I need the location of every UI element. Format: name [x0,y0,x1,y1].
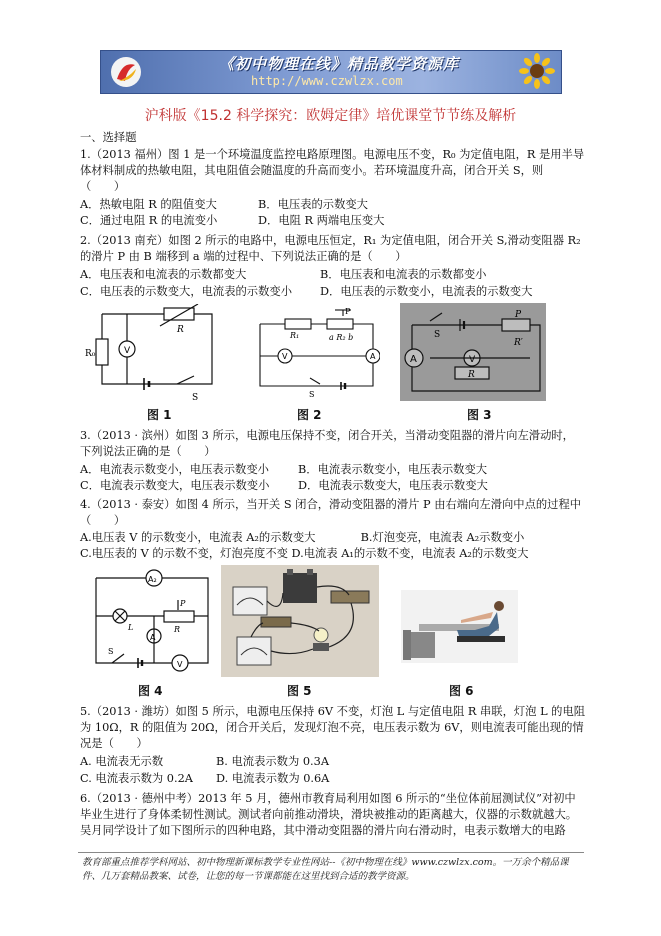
sunflower-icon [519,53,555,89]
q2-option-b: B．电压表和电流表的示数都变小 [320,268,487,281]
figure-2-label: 图 2 [297,408,322,422]
q1-line2: 体材料制成的热敏电阻，其电阻值会随温度的升高而变小。若环境温度升高，闭合开关 S，则 [80,164,544,177]
q4-options-cd: C.电压表的 V 的示数不变，灯泡亮度不变 D.电流表 A₁的示数不变，电流表 A₂的示数变大 [80,547,529,560]
svg-text:R: R [468,370,475,380]
svg-text:A: A [410,354,417,365]
q3-line1: 3.（2013 · 滨州）如图 3 所示，电源电压保持不变，闭合开关，当滑动变阻器的滑片向左滑动时， [80,429,574,442]
figure-3-label: 图 3 [467,408,492,422]
svg-text:V: V [177,660,183,669]
q5-option-c: C. 电流表示数为 0.2A [80,772,193,785]
q5-option-d: D. 电流表示数为 0.6A [216,772,330,785]
svg-text:a R₂ b: a R₂ b [329,333,354,342]
q1-line3: （ ） [80,180,126,193]
svg-text:A₂: A₂ [148,575,157,584]
figure-1-label: 图 1 [147,408,172,422]
figure-3-circuit [400,303,546,401]
svg-text:P: P [345,307,351,316]
q4-line1: 4.（2013 · 泰安）如图 4 所示，当开关 S 闭合，滑动变阻器的滑片 P 由右端向左滑向中点的过程中 [80,498,582,511]
q1-option-c: C．通过电阻 R 的电流变小 [80,214,218,227]
svg-text:R: R [174,625,181,634]
q6-line2: 毕业生进行了身体柔韧性测试。测试者向前推动滑块，滑块被推动的距离越大，仪器的示数就越大。 [80,808,578,821]
svg-text:A: A [150,633,156,642]
q1-option-b: B．电压表的示数变大 [258,198,368,211]
figure-1-circuit [82,304,232,404]
section-heading: 一、选择题 [80,131,137,144]
q5-line3: 况是（ ） [80,737,148,750]
svg-text:R: R [177,325,184,335]
svg-text:S: S [434,330,441,340]
q4-options-ab: A.电压表 V 的示数变小，电流表 A₂的示数变大 B.灯泡变亮，电流表 A₂示数变小 [80,531,525,544]
figure-6-photo [401,590,518,663]
q5-line2: 为 10Ω，R 的阻值为 20Ω，闭合开关后，发现灯泡不亮，电压表示数为 6V，则电流表可能出现的情 [80,721,584,734]
site-logo [109,55,143,89]
svg-text:R₀: R₀ [85,349,96,359]
q5-option-b: B. 电流表示数为 0.3A [216,755,329,768]
svg-text:S: S [108,647,114,656]
q3-option-d: D．电流表示数变大，电压表示数变大 [298,479,488,492]
q6-line1: 6.（2013 · 德州中考）2013 年 5 月，德州市教育局利用如图 6 所示的“坐位体前屈测试仪”对初中 [80,792,576,805]
q5-option-a: A. 电流表无示数 [80,755,164,768]
q3-option-c: C．电流表示数变大，电压表示数变小 [80,479,270,492]
q2-option-d: D．电压表的示数变小，电流表的示数变大 [320,285,533,298]
header-banner [100,50,562,94]
svg-text:V: V [469,355,476,365]
figure-5-label: 图 5 [287,684,312,698]
figure-6-label: 图 6 [449,684,474,698]
q3-option-b: B．电流表示数变小，电压表示数变大 [298,463,488,476]
figure-2-circuit [255,306,380,398]
q4-line2: （ ） [80,514,126,527]
svg-text:S: S [309,390,315,398]
svg-text:R₁: R₁ [290,331,300,340]
q2-option-a: A．电压表和电流表的示数都变大 [80,268,247,281]
svg-text:V: V [282,352,288,361]
banner-url[interactable]: http://www.czwlzx.com [251,74,403,88]
q2-line2: 的滑片 P 由 B 端移到 a 端的过程中、下列说法正确的是（ ） [80,250,407,263]
q3-option-a: A．电流表示数变小，电压表示数变小 [80,463,269,476]
svg-text:P: P [515,310,522,320]
q1-line1: 1.（2013 福州）图 1 是一个环境温度监控电路原理图。电源电压不变，R₀ 为定值电阻，R 是用半导 [80,148,585,161]
q5-line1: 5.（2013 · 潍坊）如图 5 所示，电源电压保持 6V 不变，灯泡 L 与定值电阻 R 串联，灯泡 L 的电阻 [80,705,586,718]
document-title: 沪科版《15.2 科学探究：欧姆定律》培优课堂节节练及解析 [144,108,517,124]
q1-option-a: A．热敏电阻 R 的阻值变大 [80,198,217,211]
figure-5-apparatus-photo [221,565,379,677]
svg-text:R′: R′ [514,338,523,348]
svg-text:V: V [124,346,131,356]
figure-4-label: 图 4 [138,684,163,698]
q1-option-d: D．电阻 R 两端电压变大 [258,214,385,227]
q6-line3: 吴月同学设计了如下图所示的四种电路，其中滑动变阻器的滑片向右滑动时，电表示数增大的电路 [80,824,566,837]
page-footer: 教育部重点推荐学科网站、初中物理新课标教学专业性网站--《初中物理在线》www.czwlzx.com。一万余个精品课件、几万套精品教案、试卷，让您的每一节课都能在这里找到合适的教学资源。 [82,857,569,882]
q2-option-c: C．电压表的示数变大，电流表的示数变小 [80,285,292,298]
svg-text:L: L [128,623,134,632]
q3-line2: 下列说法正确的是（ ） [80,445,216,458]
q2-line1: 2.（2013 南充）如图 2 所示的电路中，电源电压恒定，R₁ 为定值电阻，闭合开关 S,滑动变阻器 R₂ [80,234,581,247]
figure-4-circuit [88,568,216,673]
footer-divider [78,852,584,853]
svg-text:P: P [180,599,186,608]
banner-title: 《初中物理在线》精品教学资源库 [219,55,460,73]
svg-text:S: S [192,393,199,403]
svg-text:A: A [370,352,376,361]
